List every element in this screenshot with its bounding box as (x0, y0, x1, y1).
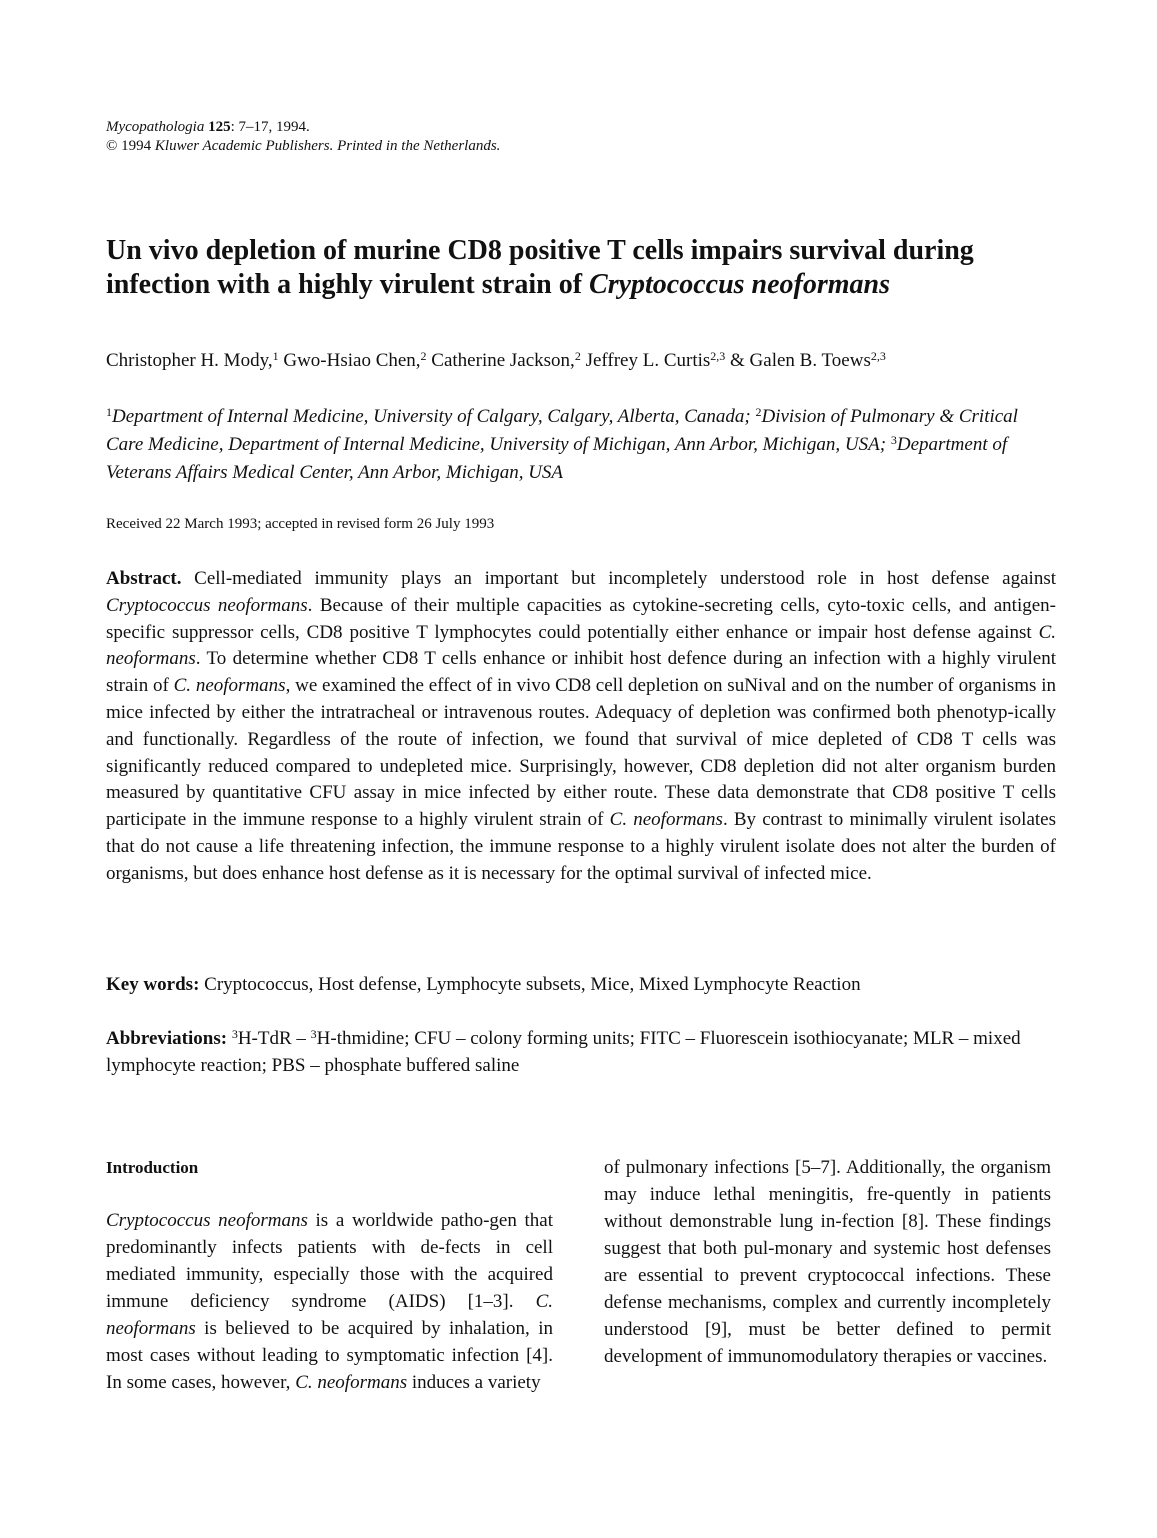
abstract-text: . By contrast to minimally virulent isolates that do not cause a life threatening infection, the immune response to a highly virulent isolate does not alter the burden of organisms, but does enhance host defense as it is necessary for the optimal survival of infected mice. (106, 809, 1056, 884)
abbreviations-text: H-thmidine; CFU – colony forming units; FITC – Fluorescein isothiocyanate; MLR – mixed lymphocyte reaction; PBS – phosphate buffered saline (106, 1028, 1021, 1076)
abstract (106, 566, 1056, 888)
organism-name: Cryptococcus neoformans (106, 594, 308, 616)
copyright-symbol: © (106, 138, 118, 154)
journal-volume: 125 (208, 119, 231, 135)
author-affil-sup: 2 (574, 349, 581, 363)
received-dates: Received 22 March 1993; accepted in revised form 26 July 1993 (106, 516, 495, 532)
author-name: Gwo-Hsiao Chen, (278, 350, 421, 371)
abbreviations (106, 1025, 1056, 1079)
author-name: Catherine Jackson, (426, 350, 575, 371)
title-main: Un vivo depletion of murine CD8 positive T cells impairs survival during infection with a highly virulent strain of (106, 235, 974, 300)
intro-text: is believed to be acquired by inhalation, in most cases without leading to symptomatic infection [4]. In some cases, however, (106, 1318, 553, 1393)
intro-text: is a worldwide patho-gen that predominantly infects patients with de-fects in cell mediated immunity, especially those with the acquired immune deficiency syndrome (AIDS) [1–3]. (106, 1210, 553, 1312)
keywords-label: Key words: (106, 974, 200, 995)
paper-title (106, 234, 1056, 302)
journal-name: Mycopathologia (106, 119, 205, 135)
organism-name: C. neoformans (295, 1372, 408, 1393)
author-list (106, 348, 1056, 374)
organism-name: Cryptococcus neoformans (106, 1210, 308, 1231)
author-affil-sup: 2,3 (710, 349, 726, 363)
copyright-year: 1994 (117, 138, 155, 154)
affil-text: Department of Veterans Affairs Medical Center, Ann Arbor, Michigan, USA (106, 434, 1008, 483)
affiliations (106, 403, 1056, 487)
abstract-text: . Because of their multiple capacities as cytokine-secreting cells, cyto-toxic cells, and antigen-specific suppressor cells, CD8 positive T lymphocytes could potentially either enhance or impair host defense against (106, 594, 1056, 643)
isotope-sup: 3 (310, 1027, 317, 1041)
abbreviations-text: H-TdR – (237, 1028, 311, 1049)
journal-pages: : 7–17, 1994. (230, 119, 310, 135)
abstract-text: . To determine whether CD8 T cells enhance or inhibit host defence during an infection with a highly virulent strain of (106, 648, 1056, 697)
title-organism: Cryptococcus neoformans (589, 269, 891, 300)
affil-sup: 2 (755, 405, 762, 419)
keywords-text: Cryptococcus, Host defense, Lymphocyte subsets, Mice, Mixed Lymphocyte Reaction (199, 974, 861, 995)
publisher: Kluwer Academic Publishers. Printed in the Netherlands. (154, 138, 501, 154)
affil-sup: 1 (106, 405, 112, 419)
journal-citation (106, 118, 500, 156)
intro-left-column (106, 1154, 553, 1396)
organism-name: C. neoformans (173, 675, 286, 697)
author-name: Christopher H. Mody, (106, 350, 273, 371)
author-name: Jeffrey L. Curtis (580, 350, 711, 371)
intro-paragraph (106, 1207, 553, 1396)
isotope-sup: 3 (231, 1027, 238, 1041)
intro-text: induces a variety (407, 1372, 541, 1393)
abstract-label: Abstract. (106, 568, 182, 589)
author-affil-sup: 1 (272, 349, 279, 363)
affil-text: Division of Pulmonary & Critical Care Medicine, Department of Internal Medicine, University of Michigan, Ann Arbor, Michigan, USA; (106, 406, 1018, 455)
intro-right-column: of pulmonary infections [5–7]. Additionally, the organism may induce lethal meningitis, fre-quently in patients without demonstrable lung in-fection [8]. These findings suggest that both pul-monary and systemic host defenses are essential to prevent cryptococcal infections. These defense mechanisms, complex and currently incompletely understood [9], must be better defined to permit development of immunomodulatory therapies or vaccines. (604, 1157, 1051, 1367)
affil-text: Department of Internal Medicine, University of Calgary, Calgary, Alberta, Canada; (112, 406, 756, 427)
journal-line (106, 118, 500, 137)
author-name: & Galen B. Toews (725, 350, 871, 371)
abstract-text: , we examined the effect of in vivo CD8 cell depletion on suNival and on the number of organisms in mice infected by either the intratracheal or intravenous routes. Adequacy of depletion was confirmed both phenotyp-ically and functionally. Regardless of the route of infection, we found that survival of mice depleted of CD8 T cells was significantly reduced compared to undepleted mice. Surprisingly, however, CD8 depletion did not alter organism burden measured by quantitative CFU assay in mice infected by either route. These data demonstrate that CD8 positive T cells participate in the immune response to a highly virulent strain of (106, 675, 1056, 831)
affil-sup: 3 (890, 433, 897, 447)
copyright-line (106, 137, 500, 156)
organism-name: C. neoformans (106, 1291, 553, 1339)
keywords (106, 971, 1056, 998)
abbreviations-label: Abbreviations: (106, 1028, 228, 1049)
organism-name: C. neoformans (609, 809, 723, 831)
author-affil-sup: 2,3 (870, 349, 886, 363)
author-affil-sup: 2 (420, 349, 427, 363)
abstract-text: Cell-mediated immunity plays an important but incompletely understood role in host defense against (181, 568, 1056, 589)
organism-name: C. neoformans (106, 621, 1056, 670)
section-heading-introduction: Introduction (106, 1158, 199, 1177)
